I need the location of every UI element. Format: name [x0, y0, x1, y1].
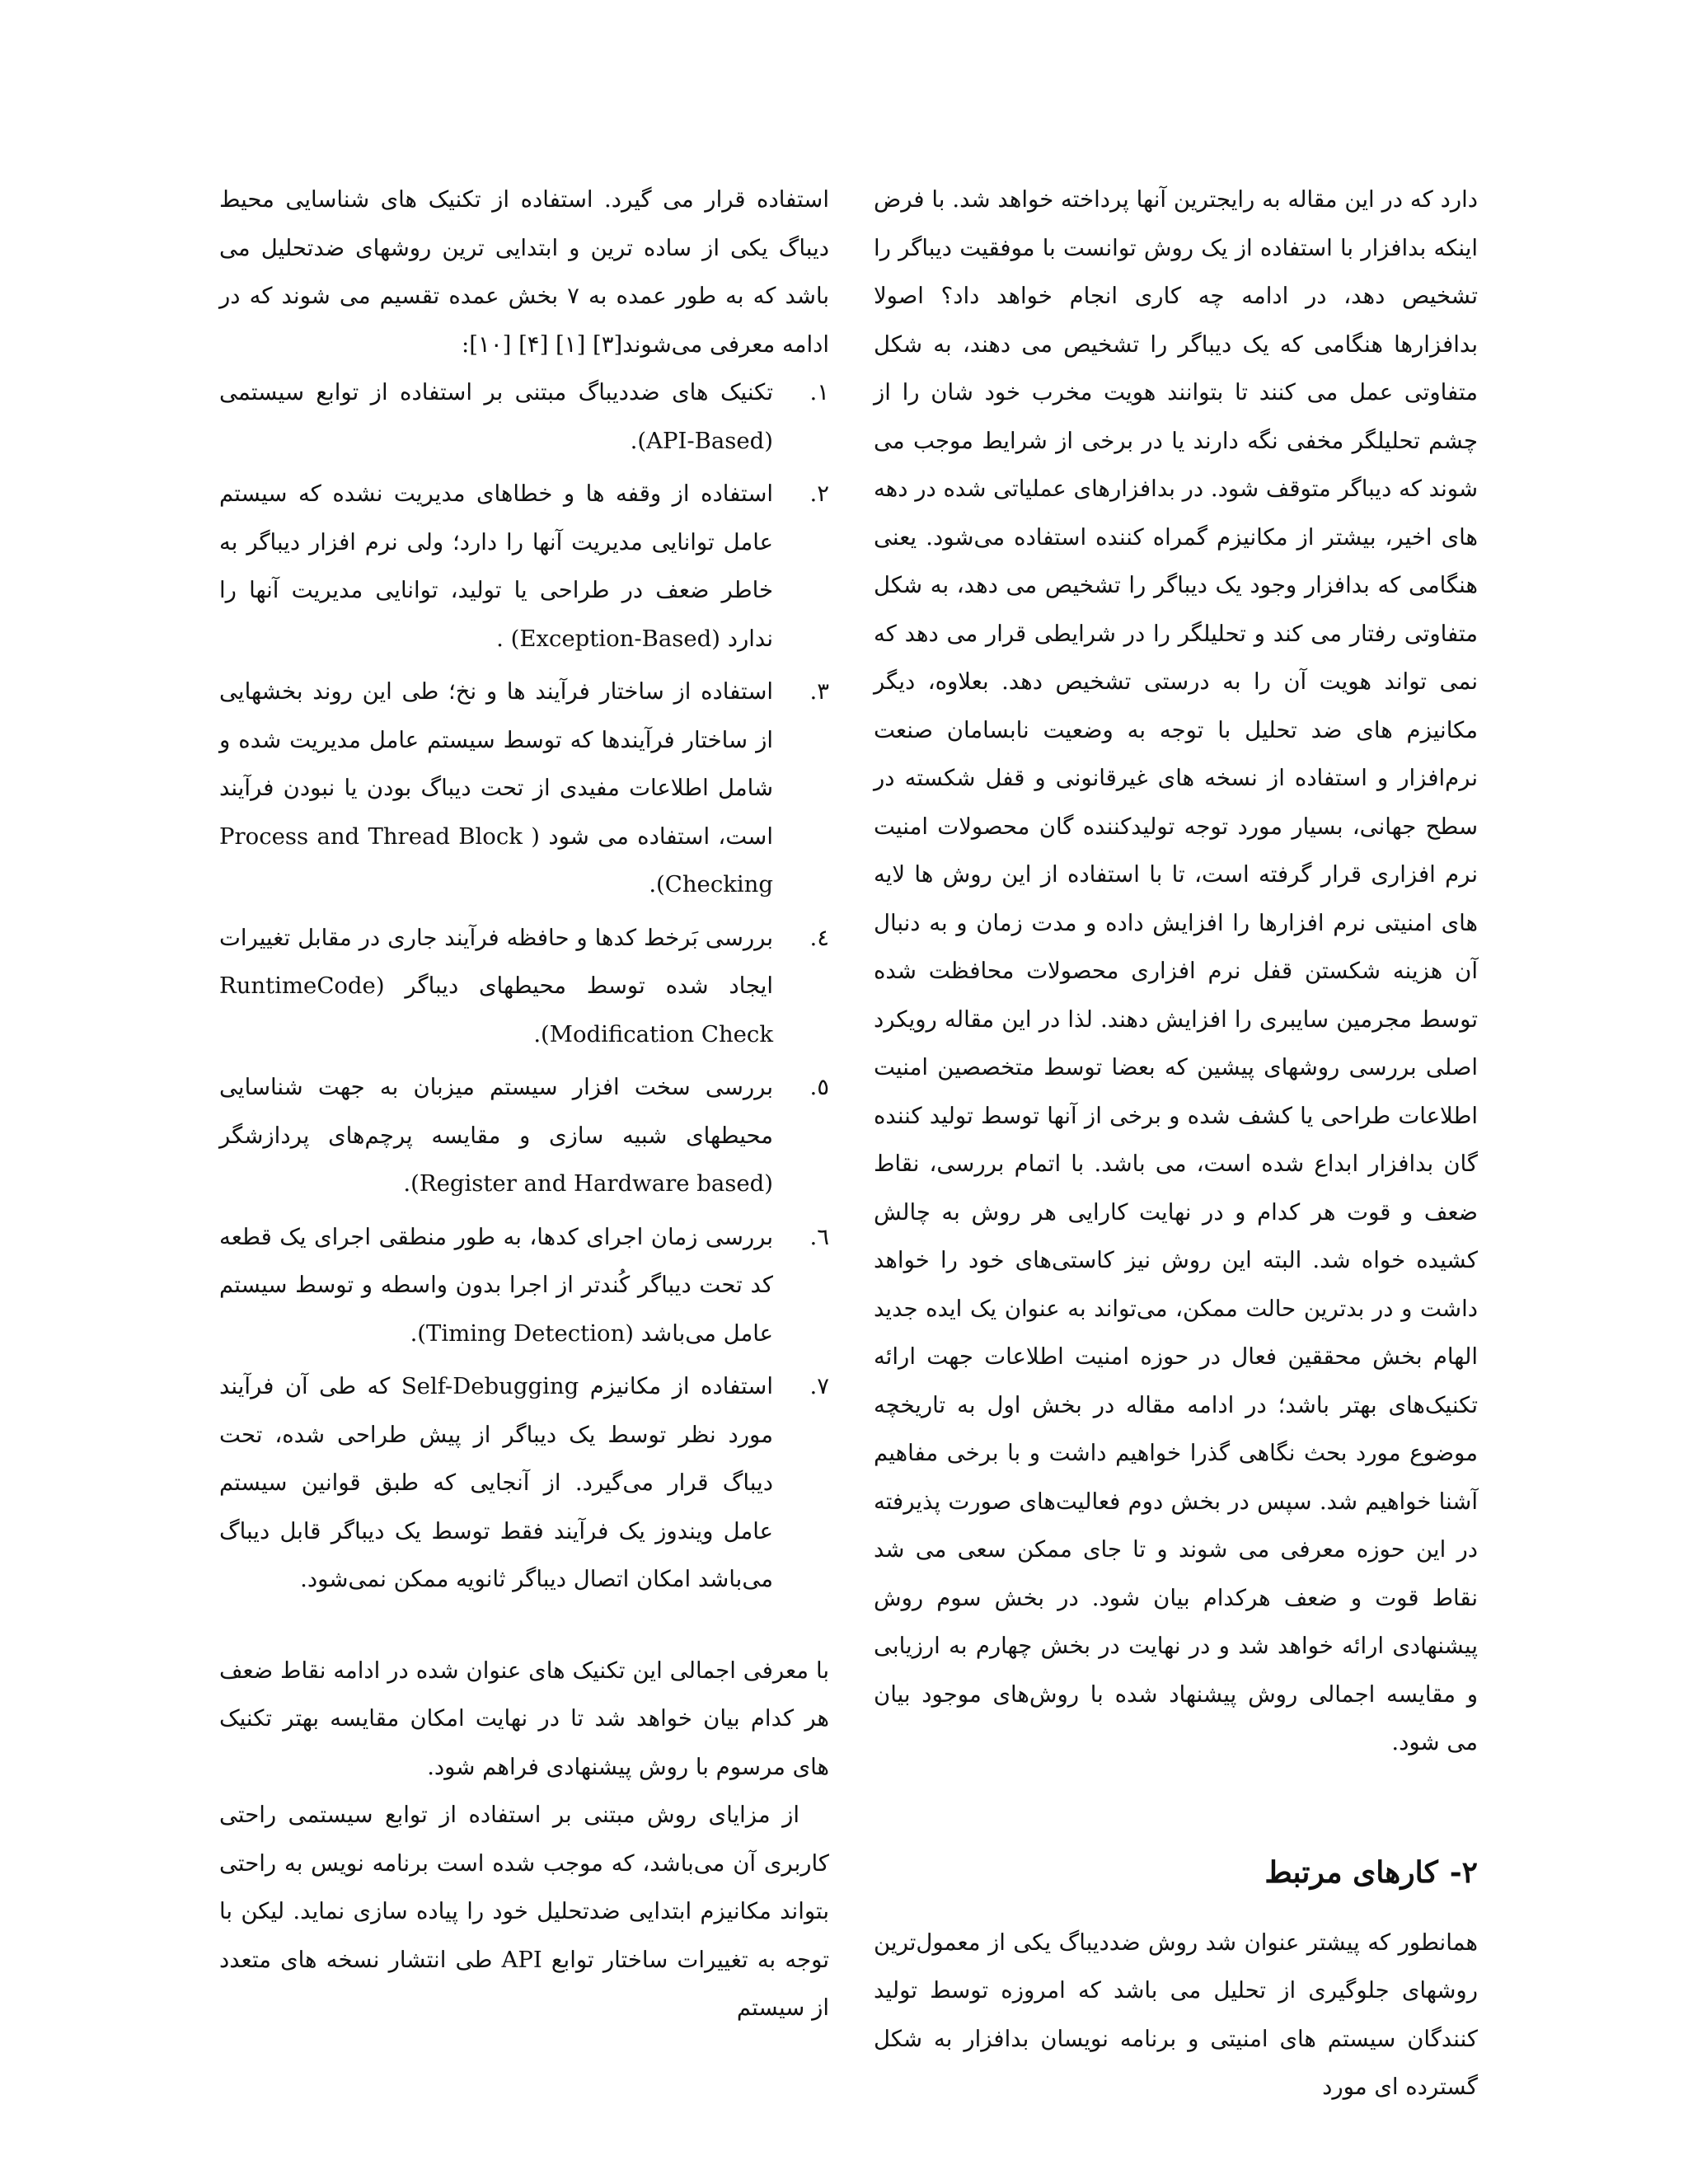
list-item-number: ۳. [809, 678, 829, 705]
list-item [219, 1063, 829, 1208]
summary-paragraph: با معرفی اجمالی این تکنیک های عنوان شده در ادامه نقاط ضعف هر کدام بیان خواهد شد تا در نهایت امکان مقایسه بهتر تکنیک های مرسوم با روش پیشنهادی فراهم شود. [219, 1657, 829, 1780]
list-item [219, 368, 829, 465]
section-title: کارهای مرتبط [1264, 1854, 1438, 1890]
list-item [219, 1362, 829, 1604]
section-number: ۲- [1449, 1854, 1478, 1890]
list-item-text: استفاده از وقفه ها و خطاهای مدیریت نشده که سیستم عامل توانایی مدیریت آنها را دارد؛ ولی نرم افزار دیباگر به خاطر ضعف در طراحی یا تولید، توانایی مدیریت آنها را ندارد (Exception-Based) . [219, 480, 773, 652]
list-item [219, 914, 829, 1059]
list-item-number: ۲. [809, 480, 829, 507]
anti-debug-techniques-list [219, 368, 829, 1604]
left-column [219, 176, 829, 2032]
list-item [219, 668, 829, 909]
list-item-number: ٥. [809, 1074, 829, 1100]
section-paragraph: همانطور که پیشتر عنوان شد روش ضددیباگ یکی از معمول‌ترین روشهای جلوگیری از تحلیل می باشد که امروزه توسط تولید کنندگان سیستم های امنیتی و برنامه نویسان بدافزار به شکل گسترده ای مورد [874, 1929, 1478, 2100]
section-heading [874, 1848, 1478, 1897]
list-item-text: تکنیک های ضددیباگ مبتنی بر استفاده از توابع سیستمی (API-Based). [219, 379, 773, 454]
list-item-number: ٤. [809, 924, 829, 951]
list-item [219, 470, 829, 663]
api-advantages-paragraph: از مزایای روش مبتنی بر استفاده از توابع سیستمی راحتی کاربری آن می‌باشد، که موجب شده است برنامه نویس به راحتی بتواند مکانیزم ابتدایی ضدتحلیل خود را پیاده سازی نماید. لیکن با توجه به تغییرات ساختار توابع API طی انتشار نسخه های متعدد از سیستم [219, 1802, 829, 2021]
list-item-text: استفاده از مکانیزم Self-Debugging که طی آن فرآیند مورد نظر توسط یک دیباگر از پیش طراحی شده، تحت دیباگ قرار می‌گیرد. از آنجایی که طبق قوانین سیستم عامل ویندوز یک فرآیند فقط توسط یک دیباگر قابل دیباگ می‌باشد امکان اتصال دیباگر ثانویه ممکن نمی‌شود. [219, 1373, 773, 1592]
intro-paragraph: دارد که در این مقاله به رایجترین آنها پرداخته خواهد شد. با فرض اینکه بدافزار با استفاده از یک روش توانست با موفقیت دیباگر را تشخیص دهد، در ادامه چه کاری انجام خواهد داد؟ اصولا بدافزارها هنگامی که یک دیباگر را تشخیص می دهند، به شکل متفاوتی عمل می کنند تا بتوانند هویت مخرب خود شان را از چشم تحلیلگر مخفی نگه دارند یا در برخی از شرایط موجب می شوند که دیباگر متوقف شود. در بدافزارهای عملیاتی شده در دهه های اخیر، بیشتر از مکانیزم گمراه کننده استفاده می‌شود. یعنی هنگامی که بدافزار وجود یک دیباگر را تشخیص می دهد، به شکل متفاوتی رفتار می کند و تحلیلگر را در شرایطی قرار می دهد که نمی تواند هویت آن را به درستی تشخیص دهد. بعلاوه، دیگر مکانیزم های ضد تحلیل با توجه به وضعیت نابسامان صنعت نرم‌افزار و استفاده از نسخه های غیرقانونی و قفل شکسته در سطح جهانی، بسیار مورد توجه تولیدکننده گان محصولات امنیت نرم افزاری قرار گرفته است، تا با استفاده از این روش ها لایه های امنیتی نرم افزارها را افزایش داده و مدت زمان و به دنبال آن هزینه شکستن قفل نرم افزاری محصولات محافظت شده توسط مجرمین سایبری را افزایش دهند. لذا در این مقاله رویکرد اصلی بررسی روشهای پیشین که بعضا توسط متخصصین امنیت اطلاعات طراحی یا کشف شده و برخی از آنها توسط تولید کننده گان بدافزار ابداع شده است، می باشد. با اتمام بررسی، نقاط ضعف و قوت هر کدام و در نهایت کارایی هر روش به چالش کشیده خواه شد. البته این روش نیز کاستی‌های خود را خواهد داشت و در بدترین حالت ممکن، می‌تواند به عنوان یک ایده جدید الهام بخش محققین فعال در حوزه امنیت اطلاعات جهت ارائه تکنیک‌های بهتر باشد؛ در ادامه مقاله در بخش اول به تاریخچه موضوع مورد بحث نگاهی گذرا خواهیم داشت و با برخی مفاهیم آشنا خواهیم شد. سپس در بخش دوم فعالیت‌های صورت پذیرفته در این حوزه معرفی می شوند و تا جای ممکن سعی می شد نقاط قوت و ضعف هرکدام بیان شود. در بخش سوم روش پیشنهادی ارائه خواهد شد و در نهایت در بخش چهارم به ارزیابی و مقایسه اجمالی روش پیشنهاد شده با روش‌های موجود بیان می شود. [874, 186, 1478, 1755]
paragraph-spacer [219, 1609, 829, 1647]
continuation-paragraph: استفاده قرار می گیرد. استفاده از تکنیک های شناسایی محیط دیباگ یکی از ساده ترین و ابتدایی ترین روشهای ضدتحلیل می باشد که به طور عمده به ۷ بخش عمده تقسیم می شوند که در ادامه معرفی می‌شوند[۳] [۱] [۴] [۱۰]: [219, 186, 829, 358]
list-item-text: بررسی بَرخط کدها و حافظه فرآیند جاری در مقابل تغییرات ایجاد شده توسط محیطهای دیباگر (RuntimeCode Modification Check). [219, 924, 773, 1047]
list-item-number: ۷. [809, 1373, 829, 1399]
list-item [219, 1213, 829, 1358]
list-item-text: استفاده از ساختار فرآیند ها و نخ؛ طی این روند بخشهایی از ساختار فرآیندها که توسط سیستم عامل مدیریت شده و شامل اطلاعات مفیدی از تحت دیباگ بودن یا نبودن فرآیند است، استفاده می شود ( Process and Thread Block Checking). [219, 678, 773, 898]
list-item-number: ٦. [809, 1223, 829, 1250]
list-item-text: بررسی سخت افزار سیستم میزبان به جهت شناسایی محیطهای شبیه سازی و مقایسه پرچم‌های پردازشگر (Register and Hardware based). [219, 1074, 773, 1197]
right-column [874, 176, 1478, 2111]
list-item-text: بررسی زمان اجرای کدها، به طور منطقی اجرای یک قطعه کد تحت دیباگر کُندتر از اجرا بدون واسطه و توسط سیستم عامل می‌باشد (Timing Detection). [219, 1223, 773, 1347]
list-item-number: ۱. [809, 379, 829, 405]
